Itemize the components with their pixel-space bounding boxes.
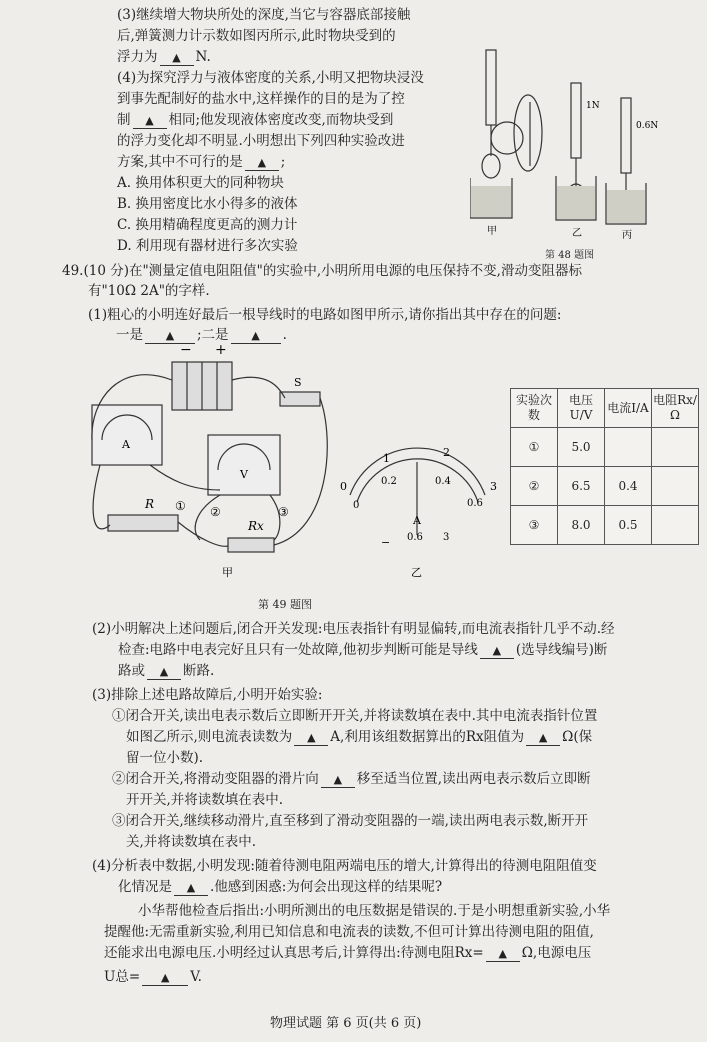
answer-blank[interactable] [160,50,194,66]
plus-terminal: + [215,342,227,358]
q48-line-5: 到事先配制好的盐水中,这样操作的目的是为了控 [117,91,405,107]
circuit-diagram [80,340,340,580]
answer-blank[interactable] [133,113,167,129]
table-cell: 8.0 [558,506,605,545]
switch-label: S [294,376,302,389]
answer-blank[interactable] [174,880,208,896]
q48-line-4: (4)为探究浮力与液体密度的关系,小明又把物块浸没 [117,70,424,86]
q49-p3-line8: 关,并将读数填在表中. [126,834,257,850]
text: A,利用该组数据算出的Rx阻值为 [330,729,525,745]
voltmeter-label: V [240,468,248,481]
q49-caption: 第 49 题图 [258,598,312,611]
rheostat-label: R [145,497,155,511]
q49-p4-line4: 提醒他:无需重新实验,利用已知信息和电流表的读数,不但可计算出待测电阻的阻值, [104,924,594,940]
data-table [510,388,699,545]
terminal-3: 3 [443,532,450,543]
tick-bottom-2: 0.4 [435,476,451,487]
q49-p4-line1: (4)分析表中数据,小明发现:随着待测电阻两端电压的增大,计算得出的待测电阻阻值变 [92,858,597,874]
q49-p4-line2 [118,878,442,896]
text: . [282,327,287,343]
answer-blank[interactable] [526,730,560,746]
text: 一是 [116,327,143,343]
text: ②闭合开关,将滑动变阻器的滑片向 [112,771,319,787]
minus-terminal: − [180,342,192,358]
answer-blank[interactable] [294,730,328,746]
q49-p3-line4: 留一位小数). [126,750,204,766]
table-row [511,467,699,506]
q49-p4-line3: 小华帮他检查后指出:小明所测出的电压数据是错误的.于是小明想重新实验,小华 [138,903,611,919]
q49-p2-line3 [118,662,214,680]
header-cell: 实验次数 [511,389,558,428]
table-cell: 5.0 [558,428,605,467]
q48-caption: 第 48 题图 [545,250,595,261]
q49-p3-line1: (3)排除上述电路故障后,小明开始实验: [92,687,323,703]
q48-figure [470,38,685,243]
text: .他感到困惑:为何会出现这样的结果呢? [210,879,443,895]
text: 断路. [183,663,215,679]
text: (选导线编号)断 [515,642,608,658]
table-cell [652,506,699,545]
answer-blank[interactable] [245,155,279,171]
q48-option-c: C. 换用精确程度更高的测力计 [117,217,298,233]
text: 制 [117,112,131,128]
wire-3-label: ③ [278,505,289,519]
q48-option-a: A. 换用体积更大的同种物块 [117,175,284,191]
q49-p2-line2 [118,641,607,659]
text: ; [280,154,286,170]
resistor-rx [228,538,274,552]
header-cell: 电压U/V [558,389,605,428]
switch [280,392,320,406]
answer-blank[interactable] [480,643,514,659]
table-cell [605,428,652,467]
tick-top-0: 0 [340,480,347,493]
rheostat [108,515,178,531]
text: V. [190,969,202,985]
answer-blank[interactable] [321,772,355,788]
table-header-row [511,389,699,428]
tick-top-3: 3 [490,480,497,493]
q48-line-2: 后,弹簧测力计示数如图丙所示,此时物块受到的 [117,28,396,44]
q48-line-8 [117,153,285,171]
answer-blank[interactable] [147,664,181,680]
table-cell: ① [511,428,558,467]
text: 化情况是 [118,879,172,895]
table-cell [652,428,699,467]
q48-option-d: D. 利用现有器材进行多次实验 [117,238,298,254]
answer-blank[interactable] [142,970,188,986]
text: 检查:电路中电表完好且只有一处故障,他初步判断可能是导线 [118,642,478,658]
q48-option-b: B. 换用密度比水小得多的液体 [117,196,298,212]
reading-yi: 1N [586,101,600,111]
text: 浮力为 [117,49,158,65]
q49-intro-2: 有"10Ω 2A"的字样. [88,283,210,299]
q49-p3-line2: ①闭合开关,读出电表示数后立即断开开关,并将读数填在表中.其中电流表指针位置 [112,708,598,724]
answer-blank[interactable] [486,946,520,962]
q49-p4-line6 [104,968,202,986]
spring-scale-jia [486,50,496,125]
q49-p3-line7: ③闭合开关,继续移动滑片,直至移到了滑动变阻器的一端,读出两电表示数,断开开 [112,813,589,829]
label-yi: 乙 [572,228,582,239]
text: ;二是 [197,327,229,343]
q49-p4-line5 [104,944,591,962]
table-cell: 0.4 [605,467,652,506]
q49-p3-line5 [112,770,591,788]
tick-bottom-3: 0.6 [467,498,483,509]
q48-line-3 [117,48,211,66]
header-cell: 电流I/A [605,389,652,428]
meter-unit: A [413,514,421,527]
tick-top-1: 1 [383,452,390,465]
table-cell: 6.5 [558,467,605,506]
table-cell: 0.5 [605,506,652,545]
text: U总= [104,969,141,985]
table-row [511,506,699,545]
tick-bottom-0: 0 [353,500,360,511]
ammeter-label: A [122,438,130,451]
wire-2-label: ② [210,505,221,519]
q49-p2-line1: (2)小明解决上述问题后,闭合开关发现:电压表指针有明显偏转,而电流表指针几乎不动.经 [92,621,615,637]
text: 方案,其中不可行的是 [117,154,243,170]
q48-line-1: (3)继续增大物块所处的深度,当它与容器底部接触 [117,7,411,23]
fig-b-label: 乙 [411,566,422,579]
text: 相同;他发现液体密度改变,而物块受到 [168,112,394,128]
label-bing: 丙 [622,230,632,241]
q49-p3-line3 [126,728,592,746]
terminal-06: 0.6 [407,532,423,543]
table-cell [652,467,699,506]
resistor-label: Rx [248,519,264,533]
terminal-neg: − [381,536,391,549]
wire-1-label: ① [175,499,186,513]
text: N. [195,49,211,65]
ammeter-dial [335,440,500,580]
q49-part1: (1)粗心的小明连好最后一根导线时的电路如图甲所示,请你指出其中存在的问题: [88,307,562,323]
text: Ω(保 [562,729,593,745]
tick-bottom-1: 0.2 [381,476,397,487]
text: 还能求出电源电压.小明经过认真思考后,计算得出:待测电阻Rx= [104,945,484,961]
text: Ω,电源电压 [521,945,592,961]
label-jia: 甲 [487,226,497,237]
q48-line-7: 的浮力变化却不明显.小明想出下列四种实验改进 [117,133,405,149]
q49-p3-line6: 开开关,并将读数填在表中. [126,792,284,808]
q49-intro-1: 49.(10 分)在"测量定值电阻阻值"的实验中,小明所用电源的电压保持不变,滑动变阻器标 [62,263,582,279]
q48-line-6 [117,111,393,129]
text: 路或 [118,663,145,679]
fig-a-label: 甲 [222,566,233,579]
tick-top-2: 2 [443,446,450,459]
table-row [511,428,699,467]
reading-bing: 0.6N [636,121,659,131]
table-cell: ② [511,467,558,506]
header-cell: 电阻Rx/Ω [652,389,699,428]
table-cell: ③ [511,506,558,545]
text: 如图乙所示,则电流表读数为 [126,729,293,745]
page-footer: 物理试题 第 6 页(共 6 页) [270,1016,422,1031]
text: 移至适当位置,读出两电表示数后立即断 [356,771,591,787]
